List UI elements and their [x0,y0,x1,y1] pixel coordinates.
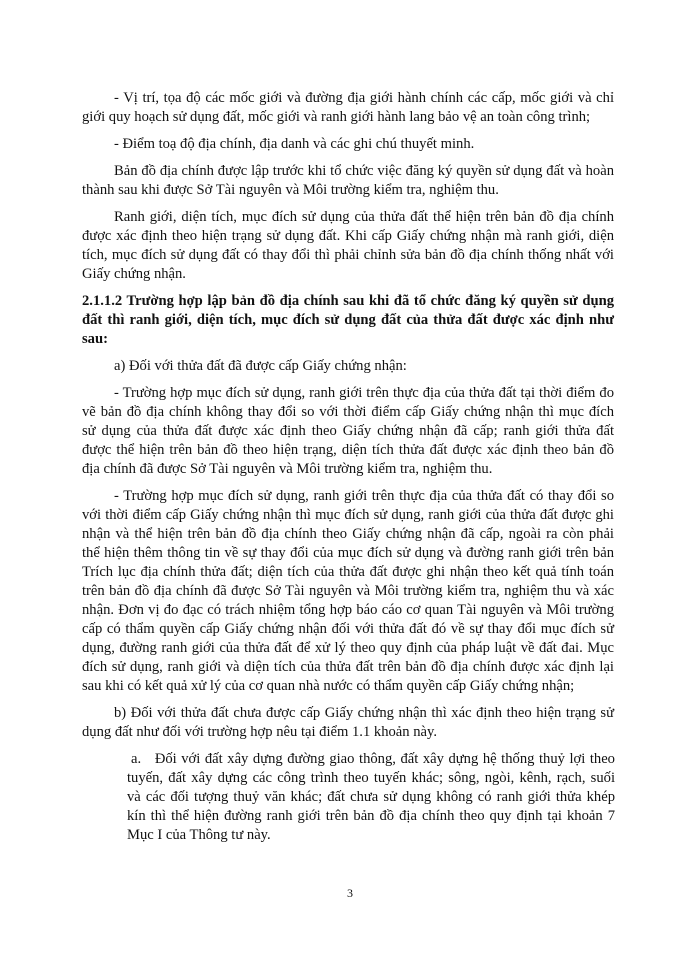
text-line: - Trường hợp mục đích sử dụng, ranh giới trên thực địa của thửa đất có thay đổi so [114,488,614,504]
text-line: nhận. Đơn vị đo đạc có trách nhiệm tổng hợp báo cáo cơ quan Tài nguyên và Môi trường [82,602,614,618]
text-line: vẽ bản đồ địa chính không thay đổi so với thời điểm cấp Giấy chứng nhận thì mục đích [82,404,614,420]
list-text: Đối với đất xây dựng đường giao thông, đất xây dựng hệ thống thuỷ lợi theo [154,751,615,767]
text-line: dụng đất như đối với trường hợp nêu tại điểm 1.1 khoản này. [82,724,437,740]
text-line: nhận và thể hiện trên bản đồ địa chính theo Giấy chứng nhận đã cấp, ngoài ra còn phải [82,526,614,542]
list-line: và các đối tượng thuỷ văn khác; đất chưa sử dụng không có ranh giới thửa khép [127,789,615,805]
paragraph [82,384,614,479]
text-line: - Vị trí, tọa độ các mốc giới và đường địa giới hành chính các cấp, mốc giới và chỉ [114,90,614,106]
text-line: - Trường hợp mục đích sử dụng, ranh giới trên thực địa của thửa đất tại thời điểm đo [114,385,614,401]
text-line: trên bản đồ địa chính đã được Sở Tài nguyên và Môi trường kiểm tra, nghiệm thu và xác [82,583,614,599]
text-line: sau khi có kết quả xử lý của cơ quan nhà nước có thẩm quyền cấp Giấy chứng nhận; [82,678,575,694]
text-line: thể hiện thêm thông tin về sự thay đổi của mục đích sử dụng và đường ranh giới trên bản [82,545,614,561]
document-page [82,89,614,845]
text-line: thành sau khi được Sở Tài nguyên và Môi trường kiểm tra, nghiệm thu. [82,182,499,198]
text-line: tích, mục đích sử dụng đất có thay đổi thì phải chỉnh sửa bản đồ địa chính thống nhất với [82,247,614,263]
document-body [82,89,614,742]
paragraph [82,135,614,154]
list-line: tuyến, đất xây dựng các công trình theo tuyến khác; sông, ngòi, kênh, rạch, suối [127,770,615,786]
text-line: Trích lục địa chính thửa đất; diện tích của thửa đất được ghi nhận theo kết quả tính toán [82,564,614,580]
page-number: 3 [347,886,353,900]
list-marker: a. [131,751,142,767]
text-line: đích sử dụng, ranh giới và diện tích của thửa đất trên bản đồ địa chính được xác định lại [82,659,614,675]
text-line: giới quy hoạch sử dụng đất, mốc giới và ranh giới hành lang bảo vệ an toàn công trình; [82,109,591,125]
text-line: cấp có thẩm quyền cấp Giấy chứng nhận đối với thửa đất đó về sự thay đổi mục đích sử [82,621,614,637]
list-line: Mục I của Thông tư này. [127,827,271,843]
list-line [127,750,615,769]
text-line: địa chính đã được Sở Tài nguyên và Môi trường kiểm tra, nghiệm thu. [82,461,493,477]
paragraph [82,208,614,284]
text-line: sau: [82,331,108,347]
list-item [127,750,615,845]
text-line: a) Đối với thửa đất đã được cấp Giấy chứng nhận: [114,358,407,374]
text-line: Giấy chứng nhận. [82,266,186,282]
text-line: - Điểm toạ độ địa chính, địa danh và các ghi chú thuyết minh. [114,136,475,152]
text-line: được xác định theo hiện trạng sử dụng đất. Khi cấp Giấy chứng nhận mà ranh giới, diện [82,228,614,244]
list-line: kín thì thể hiện đường ranh giới trên bản đồ địa chính theo quy định tại khoản 7 [127,808,615,824]
text-line: đất thì ranh giới, diện tích, mục đích sử dụng đất của thửa đất được xác định như [82,312,614,328]
text-line: sử dụng của thửa đất được xác định theo Giấy chứng nhận đã cấp; ranh giới thửa đất [82,423,614,439]
paragraph [82,357,614,376]
paragraph [82,704,614,742]
section-heading [82,292,614,349]
paragraph [82,487,614,696]
text-line: Bản đồ địa chính được lập trước khi tổ chức việc đăng ký quyền sử dụng đất và hoàn [114,163,614,179]
paragraph [82,162,614,200]
paragraph [82,89,614,127]
text-line: Ranh giới, diện tích, mục đích sử dụng của thửa đất thể hiện trên bản đồ địa chính [114,209,614,225]
text-line: dụng, đường ranh giới của thửa đất để xử lý theo quy định của pháp luật về đất đai. Mục [82,640,614,656]
text-line: được thể hiện trên bản đồ theo hiện trạng, diện tích thửa đất được xác định theo bản đồ [82,442,614,458]
text-line: b) Đối với thửa đất chưa được cấp Giấy chứng nhận thì xác định theo hiện trạng sử [114,705,614,721]
text-line: với thời điểm cấp Giấy chứng nhận thì mục đích sử dụng, ranh giới của thửa đất được ghi [82,507,614,523]
text-line: 2.1.1.2 Trường hợp lập bản đồ địa chính sau khi đã tổ chức đăng ký quyền sử dụng [82,293,614,309]
